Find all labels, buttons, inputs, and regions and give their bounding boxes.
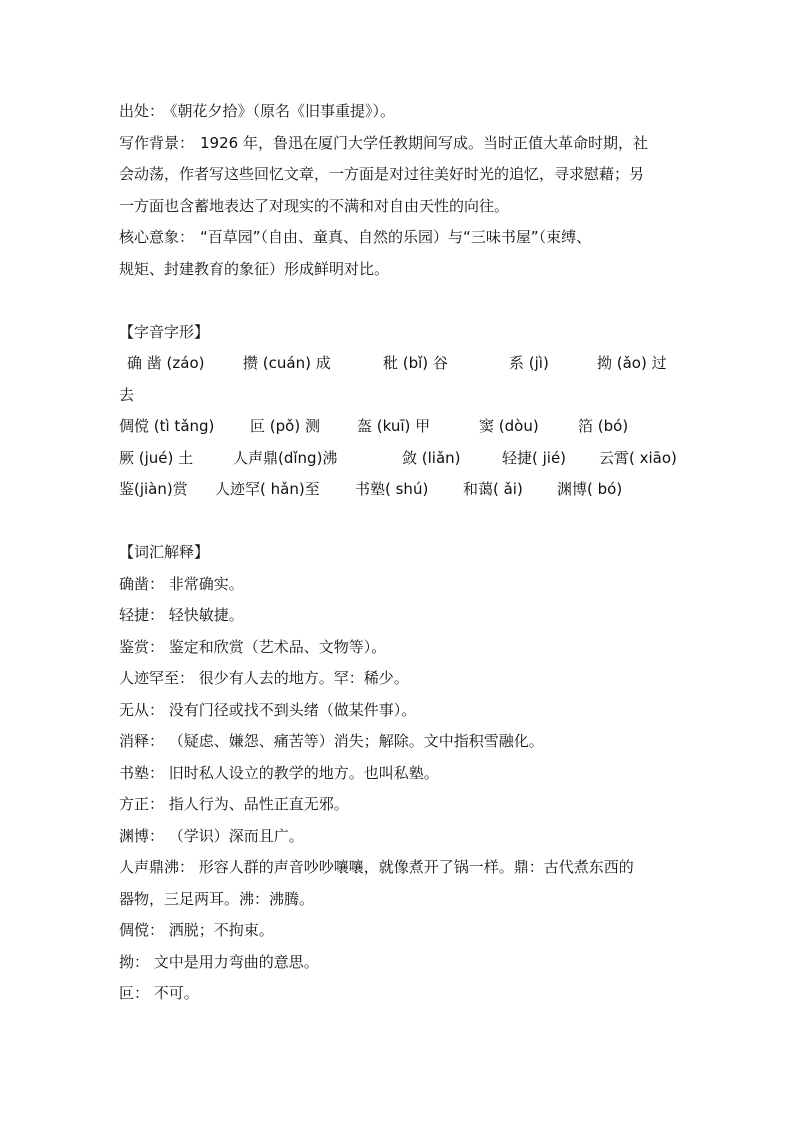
pronunciation-item: 盔 (kuī) 甲 [357,417,431,435]
pronunciation-item: 确 凿 (záo) [127,354,205,372]
background-line-3: 一方面也含蓄地表达了对现实的不满和对自由天性的向往。 [119,196,510,215]
vocabulary-entry: 拗： 文中是用力弯曲的意思。 [119,952,319,971]
pronunciation-item: 倜傥 (tì tǎng) [119,417,215,435]
core-imagery-line-2: 规矩、封建教育的象征）形成鲜明对比。 [119,259,390,278]
background-label: 写作背景： [119,133,195,152]
pronunciation-item: 厥 (jué) 土 [119,448,194,467]
source-line [119,96,679,128]
vocabulary-entry-continued: 器物，三足两耳。沸：沸腾。 [119,889,315,908]
pronunciation-item: 鉴(jiàn)赏 [119,480,188,498]
pronunciation-item: 书塾( shú) [355,480,429,498]
vocabulary-entry: 倜傥： 洒脱；不拘束。 [119,921,274,939]
core-imagery-label: 核心意象： [119,228,195,246]
background-line-2: 会动荡，作者写这些回忆文章，一方面是对过往美好时光的追忆，寻求慰藉；另 [119,165,645,183]
source-text: 《朝花夕拾》（原名《旧事重提》）。 [170,102,396,120]
vocabulary-entry: 人声鼎沸： 形容人群的声音吵吵嚷嚷，就像煮开了锅一样。鼎：古代煮东西的 [119,858,634,876]
pronunciation-item: 云霄( xiāo) [599,448,677,467]
pronunciation-item: 人迹罕( hǎn)至 [215,480,320,498]
pronunciation-item: 窦 (dòu) [479,417,539,435]
pronunciation-item: 攒 (cuán) 成 [243,354,331,372]
background-line-1 [119,128,679,160]
vocabulary-entry: 确凿： 非常确实。 [119,574,244,593]
pronunciation-item: 敛 (liǎn) [402,448,461,467]
vocabulary-entry: 鉴赏： 鉴定和欣赏（艺术品、文物等）。 [119,637,387,656]
pronunciation-row [119,443,679,475]
pronunciation-item: 人声鼎(dǐng)沸 [233,448,338,467]
vocabulary-heading: 【词汇解释】 [119,543,210,561]
pronunciation-heading: 【字音字形】 [119,322,210,341]
core-imagery-line-1 [119,222,679,254]
pronunciation-item: 箔 (bó) [578,417,629,435]
pronunciation-item: 秕 (bǐ) 谷 [383,354,448,372]
background-text-1: 1926 年，鲁迅在厦门大学任教期间写成。当时正值大革命时期，社 [200,133,648,152]
document-body [119,96,679,1010]
pronunciation-item: 轻捷( jié) [502,448,567,467]
pronunciation-row [119,380,679,412]
pronunciation-row [119,348,679,380]
pronunciation-item: 和蔼( ǎi) [463,480,523,498]
source-label: 出处： [119,102,165,120]
pronunciation-item: 去 [119,385,135,404]
vocabulary-entry: 消释： （疑虑、嫌怨、痛苦等）消失；解除。文中指积雪融化。 [119,732,544,750]
core-imagery-text-1: “百草园”（自由、童真、自然的乐园）与“三味书屋”（束缚、 [200,228,592,246]
pronunciation-item: 系 (jì) [509,354,549,372]
vocabulary-entry: 渊博： （学识）深而且广。 [119,826,304,845]
pronunciation-item: 拗 (ǎo) 过 [597,354,667,372]
vocabulary-entry: 书塾： 旧时私人设立的教学的地方。也叫私塾。 [119,763,439,782]
pronunciation-item: 叵 (pǒ) 测 [250,417,320,435]
vocabulary-entry: 方正： 指人行为、品性正直无邪。 [119,795,349,813]
pronunciation-item: 渊博( bó) [557,480,623,498]
vocabulary-entry: 人迹罕至： 很少有人去的地方。罕：稀少。 [119,669,409,687]
vocabulary-entry: 无从： 没有门径或找不到头绪（做某件事）。 [119,700,417,719]
vocabulary-entry: 轻捷： 轻快敏捷。 [119,606,244,624]
pronunciation-row [119,474,679,506]
pronunciation-row [119,411,679,443]
vocabulary-entry: 叵： 不可。 [119,984,199,1002]
